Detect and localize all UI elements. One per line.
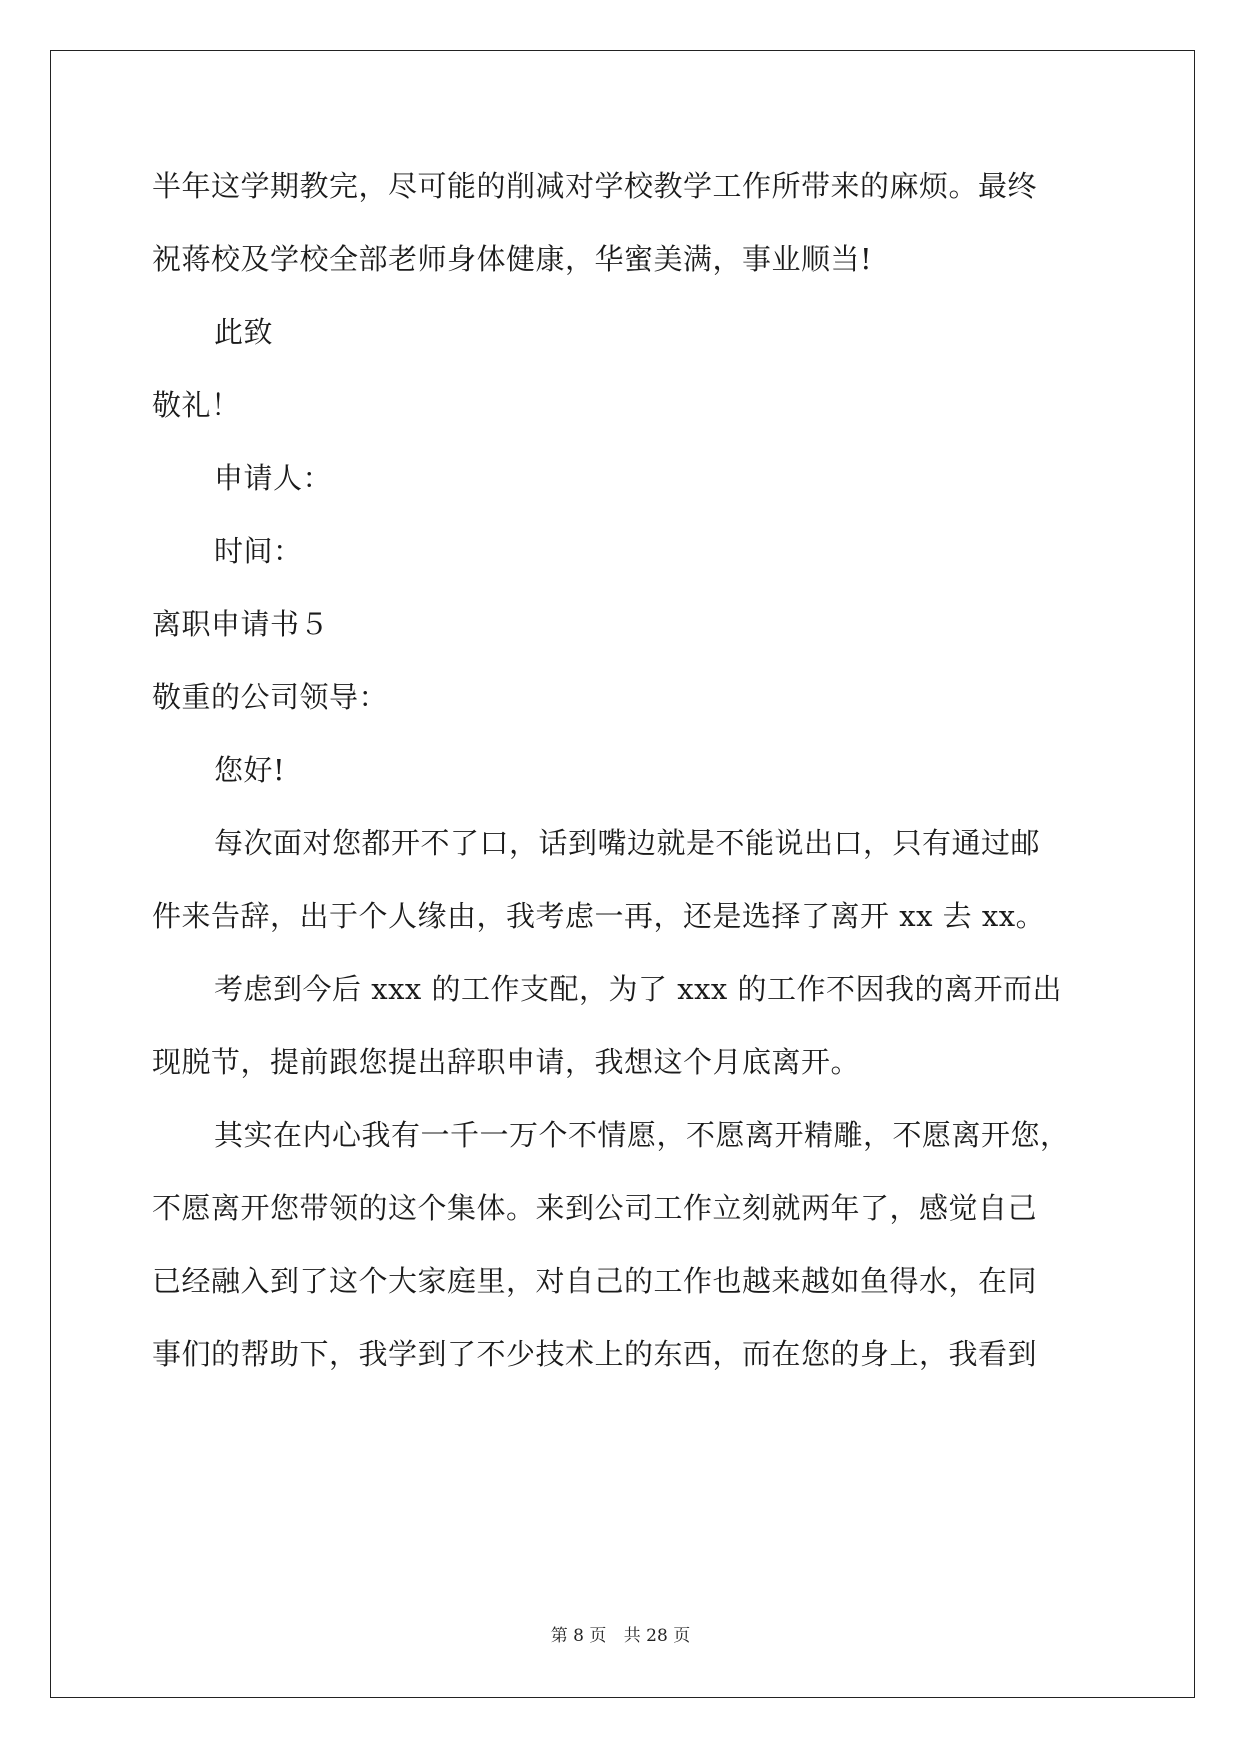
text-line: 时间： xyxy=(214,534,303,568)
section-title: 离职申请书５ xyxy=(152,607,330,641)
text-line: 事们的帮助下，我学到了不少技术上的东西，而在您的身上，我看到 xyxy=(152,1337,1038,1371)
page-footer xyxy=(0,1621,1241,1646)
page-number: 第 8 页 xyxy=(550,1626,607,1646)
text-line: 祝蒋校及学校全部老师身体健康，华蜜美满，事业顺当! xyxy=(152,242,873,276)
greeting: 您好! xyxy=(214,753,286,787)
text-line: 考虑到今后 xxx 的工作支配，为了 xxx 的工作不因我的离开而出 xyxy=(214,972,1063,1006)
text-line: 已经融入到了这个大家庭里，对自己的工作也越来越如鱼得水，在同 xyxy=(152,1264,1038,1298)
text-line: 半年这学期教完，尽可能的削减对学校教学工作所带来的麻烦。最终 xyxy=(152,169,1038,203)
text-line: 不愿离开您带领的这个集体。来到公司工作立刻就两年了，感觉自己 xyxy=(152,1191,1038,1225)
text-line: 现脱节，提前跟您提出辞职申请，我想这个月底离开。 xyxy=(152,1045,861,1079)
salutation: 敬重的公司领导： xyxy=(152,680,389,714)
text-line: 申请人： xyxy=(214,461,333,495)
text-line: 敬礼！ xyxy=(152,388,241,422)
text-line: 每次面对您都开不了口，话到嘴边就是不能说出口，只有通过邮 xyxy=(214,826,1041,860)
text-line: 其实在内心我有一千一万个不情愿，不愿离开精雕，不愿离开您， xyxy=(214,1118,1070,1152)
text-line: 件来告辞，出于个人缘由，我考虑一再，还是选择了离开 xx 去 xx。 xyxy=(152,899,1046,933)
text-line: 此致 xyxy=(214,315,274,349)
page-border xyxy=(50,50,1195,1698)
page-total: 共 28 页 xyxy=(623,1626,691,1646)
